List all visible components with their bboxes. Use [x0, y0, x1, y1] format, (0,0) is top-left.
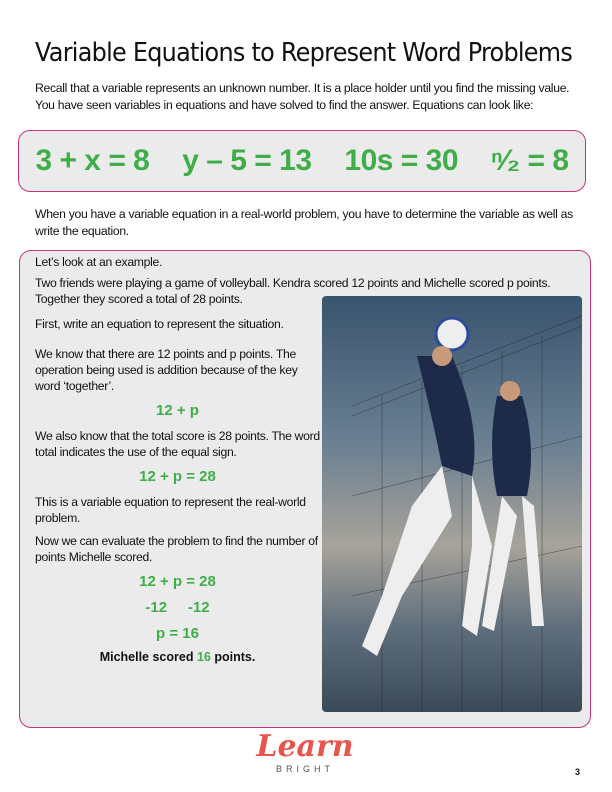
step-1: First, write an equation to represent the situation. [35, 317, 284, 331]
example-content [35, 254, 585, 665]
step-3: We also know that the total score is 28 points. The word total indicates the use of the equal sign. [35, 429, 320, 459]
answer [35, 649, 320, 665]
answer-text: Michelle scored [99, 650, 197, 664]
equation-1: 12 + p [156, 402, 199, 419]
page-number: 3 [575, 767, 581, 777]
example-lead: Let’s look at an example. [35, 255, 163, 269]
equations-box [18, 130, 586, 192]
solve-line: 12 + p = 28 [139, 573, 216, 590]
logo-script: Learn [256, 729, 354, 764]
equation-2: 12 + p = 28 [139, 468, 216, 485]
answer-number: 16 [196, 650, 211, 664]
equation: 3 + x = 8 [35, 144, 150, 177]
equation: 10s = 30 [344, 144, 459, 177]
paragraph-2: When you have a variable equation in a real-world problem, you have to determine the variable as well as write the equation. [35, 207, 573, 238]
equation: y – 5 = 13 [182, 144, 312, 177]
step-2: We know that there are 12 points and p points. The operation being used is addition because of the key word ‘together’. [35, 347, 298, 393]
intro-line: You have seen variables in equations and have solved to find the answer. Equations can look like: [35, 98, 534, 112]
equation: ⁿ⁄₂ = 8 [490, 144, 569, 177]
intro-text [35, 80, 605, 114]
learn-bright-logo [255, 730, 355, 774]
step-5: Now we can evaluate the problem to find the number of points Michelle scored. [35, 534, 318, 564]
logo-subtext: BRIGHT [275, 764, 334, 774]
answer-text: points. [210, 650, 256, 664]
solve-line: -12 -12 [145, 599, 210, 616]
step-4: This is a variable equation to represent the real-world problem. [35, 495, 306, 525]
intro-line: Recall that a variable represents an unknown number. It is a place holder until you find the missing value. [35, 81, 570, 95]
page-title: Variable Equations to Represent Word Problems [35, 38, 573, 68]
solve-line: p = 16 [156, 625, 199, 642]
example-problem: Two friends were playing a game of volleyball. Kendra scored 12 points and Michelle scored p points. Together they scored a total of 28 points. [35, 276, 551, 306]
